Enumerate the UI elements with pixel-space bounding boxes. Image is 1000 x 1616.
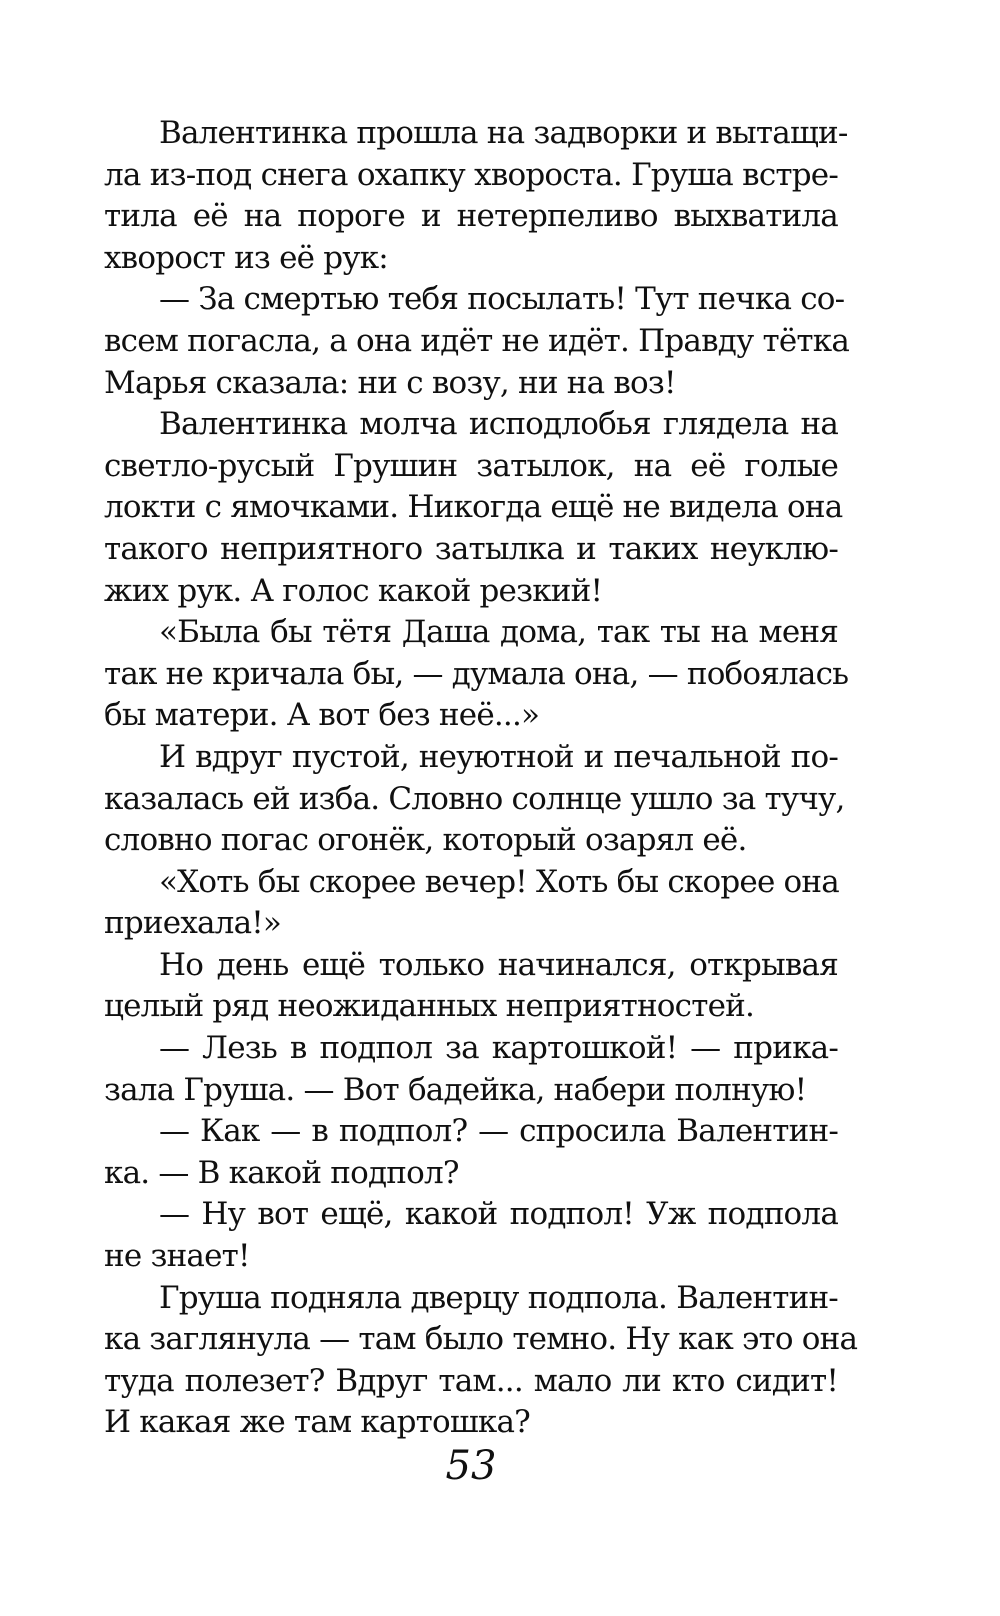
text-line: «Хоть бы скорее вечер! Хоть бы скорее она <box>159 863 839 900</box>
text-line: не знает! <box>104 1238 250 1275</box>
text-line: локти с ямочками. Никогда ещё не видела она <box>104 489 843 526</box>
text-line: И вдруг пустой, неуютной и печальной по- <box>159 738 838 775</box>
text-line: тила её на пороге и нетерпеливо выхватила <box>104 198 838 235</box>
text-block <box>104 113 858 1444</box>
text-line: такого неприятного затылка и таких неуклю- <box>104 530 838 567</box>
text-line: жих рук. А голос какой резкий! <box>104 572 603 609</box>
paragraph <box>104 1111 838 1194</box>
text-line: всем погасла, а она идёт не идёт. Правду тётка <box>104 322 850 359</box>
text-line: светло-русый Грушин затылок, на её голые <box>104 447 838 484</box>
text-line: Груша подняла дверцу подпола. Валентин- <box>159 1279 838 1316</box>
text-line: — Ну вот ещё, какой подпол! Уж подпола <box>159 1196 838 1233</box>
text-line: целый ряд неожиданных неприятностей. <box>104 988 755 1025</box>
text-line: так не кричала бы, — думала она, — побоялась <box>104 655 849 692</box>
text-line: Валентинка молча исподлобья глядела на <box>159 406 838 443</box>
page-number: 53 <box>445 1443 497 1489</box>
paragraph <box>104 862 838 945</box>
paragraph <box>104 279 850 404</box>
text-line: приехала!» <box>104 905 282 942</box>
text-line: хворост из её рук: <box>104 239 388 276</box>
paragraph <box>104 113 848 279</box>
text-line: Валентинка прошла на задворки и вытащи- <box>159 115 848 151</box>
text-line: Марья сказала: ни с возу, ни на воз! <box>104 364 676 401</box>
text-line: «Была бы тётя Даша дома, так ты на меня <box>159 614 838 651</box>
text-line: — За смертью тебя посылать! Тут печка со- <box>159 281 845 318</box>
text-line: ла из-под снега охапку хвороста. Груша встре- <box>104 156 838 193</box>
paragraph <box>104 612 849 737</box>
paragraph <box>104 945 838 1028</box>
text-line: — Лезь в подпол за картошкой! — прика- <box>159 1030 838 1067</box>
text-line: казалась ей изба. Словно солнце ушло за тучу, <box>104 780 845 817</box>
text-line: зала Груша. — Вот бадейка, набери полную! <box>104 1071 807 1108</box>
text-line: ка заглянула — там было темно. Ну как это она <box>104 1321 858 1358</box>
paragraph <box>104 1278 858 1444</box>
text-line: словно погас огонёк, который озарял её. <box>104 822 747 859</box>
text-line: бы матери. А вот без неё...» <box>104 697 540 734</box>
paragraph <box>104 1194 838 1277</box>
paragraph <box>104 1028 838 1111</box>
paragraph <box>104 404 843 612</box>
text-line: И какая же там картошка? <box>104 1404 530 1441</box>
text-line: ка. — В какой подпол? <box>104 1154 459 1191</box>
text-line: туда полезет? Вдруг там... мало ли кто сидит! <box>104 1362 838 1399</box>
text-line: — Как — в подпол? — спросила Валентин- <box>159 1113 838 1150</box>
text-line: Но день ещё только начинался, открывая <box>159 946 838 983</box>
paragraph <box>104 737 845 862</box>
